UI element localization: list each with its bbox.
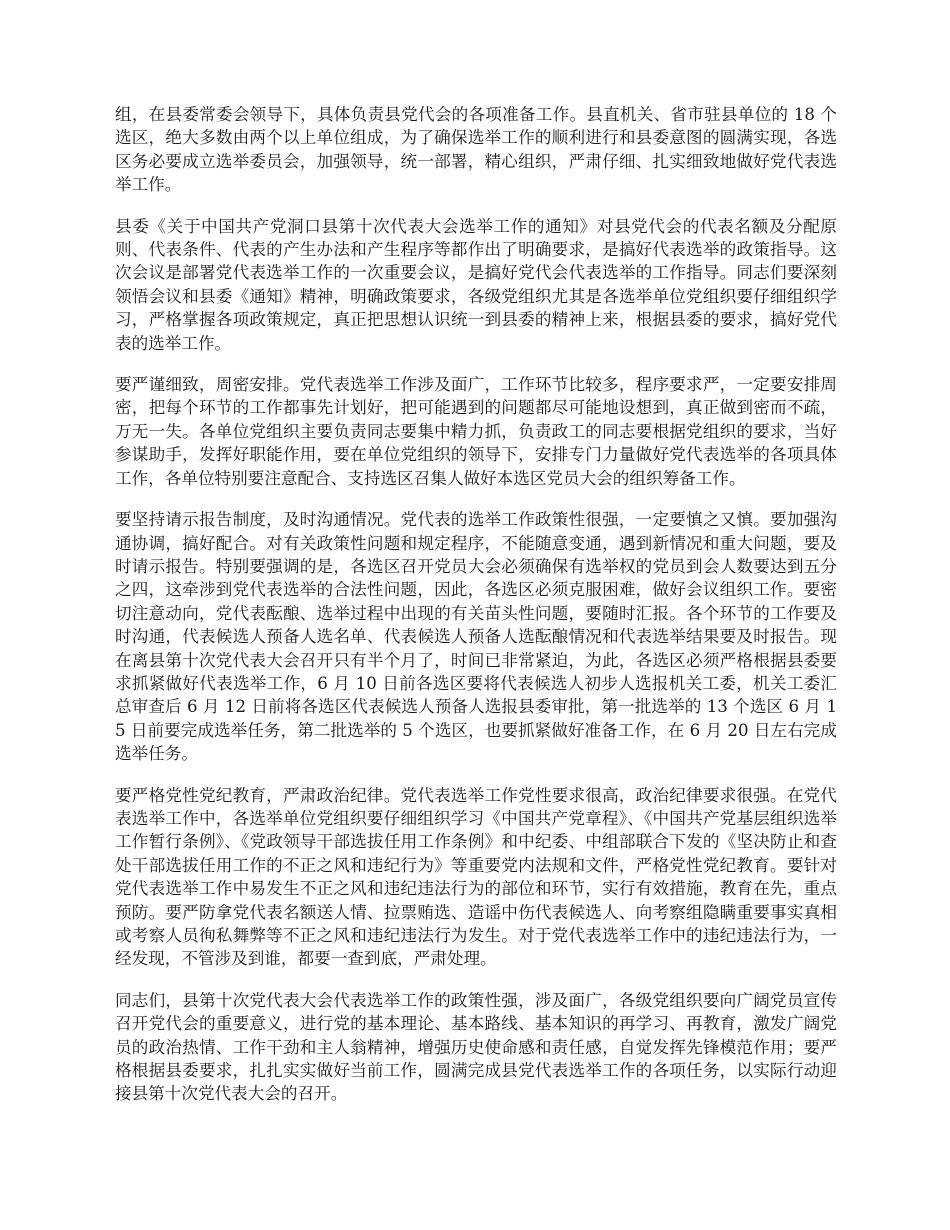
paragraph-4: 要坚持请示报告制度，及时沟通情况。党代表的选举工作政策性很强，一定要慎之又慎。要加强沟通协调，搞好配合。对有关政策性问题和规定程序，不能随意变通，遇到新情况和重大问题，要及时请示报告。特别要强调的是，各选区召开党员大会必须确保有选举权的党员到会人数要达到五分之四，这牵涉到党代表选举的合法性问题，因此，各选区必须克服困难，做好会议组织工作。要密切注意动向，党代表酝酿、选举过程中出现的有关苗头性问题，要随时汇报。各个环节的工作要及时沟通，代表候选人预备人选名单、代表候选人预备人选酝酿情况和代表选举结果要及时报告。现在离县第十次党代表大会召开只有半个月了，时间已非常紧迫，为此，各选区必须严格根据县委要求抓紧做好代表选举工作，6 月 10 日前各选区要将代表候选人初步人选报机关工委，机关工委汇总审查后 6 月 12 日前将各选区代表候选人预备人选报县委审批，第一批选举的 13 个选区 6 月 15 日前要完成选举任务，第二批选举的 5 个选区，也要抓紧做好准备工作，在 6 月 20 日左右完成选举任务。 bbox=[115, 510, 837, 764]
paragraph-3: 要严谨细致，周密安排。党代表选举工作涉及面广，工作环节比较多，程序要求严，一定要安排周密，把每个环节的工作都事先计划好，把可能遇到的问题都尽可能地设想到，真正做到密而不疏，万无一失。各单位党组织主要负责同志要集中精力抓，负责政工的同志要根据党组织的要求，当好参谋助手，发挥好职能作用，要在单位党组织的领导下，安排专门力量做好党代表选举的各项具体工作，各单位特别要注意配合、支持选区召集人做好本选区党员大会的组织筹备工作。 bbox=[115, 375, 837, 488]
paragraph-5: 要严格党性党纪教育，严肃政治纪律。党代表选举工作党性要求很高，政治纪律要求很强。在党代表选举工作中，各选举单位党组织要仔细组织学习《中国共产党章程》、《中国共产党基层组织选举工作暂行条例》、《党政领导干部选拔任用工作条例》和中纪委、中组部联合下发的《坚决防止和查处干部选拔任用工作的不正之风和违纪行为》等重要党内法规和文件，严格党性党纪教育。要针对党代表选举工作中易发生不正之风和违纪违法行为的部位和环节，实行有效措施，教育在先，重点预防。要严防拿党代表名额送人情、拉票贿选、造谣中伤代表候选人、向考察组隐瞒重要事实真相或考察人员徇私舞弊等不正之风和违纪违法行为发生。对于党代表选举工作中的违纪违法行为，一经发现，不管涉及到谁，都要一查到底，严肃处理。 bbox=[115, 785, 837, 969]
document-body bbox=[115, 103, 837, 1124]
paragraph-6: 同志们，县第十次党代表大会代表选举工作的政策性强，涉及面广，各级党组织要向广阔党员宣传召开党代会的重要意义，进行党的基本理论、基本路线、基本知识的再学习、再教育，激发广阔党员的政治热情、工作干劲和主人翁精神，增强历史使命感和责任感，自觉发挥先锋模范作用；要严格根据县委要求，扎扎实实做好当前工作，圆满完成县党代表选举工作的各项任务，以实际行动迎接县第十次党代表大会的召开。 bbox=[115, 990, 837, 1104]
paragraph-2: 县委《关于中国共产党洞口县第十次代表大会选举工作的通知》对县党代会的代表名额及分配原则、代表条件、代表的产生办法和产生程序等都作出了明确要求，是搞好代表选举的政策指导。这次会议是部署党代表选举工作的一次重要会议，是搞好党代会代表选举的工作指导。同志们要深刻领悟会议和县委《通知》精神，明确政策要求，各级党组织尤其是各选举单位党组织要仔细组织学习，严格掌握各项政策规定，真正把思想认识统一到县委的精神上来，根据县委的要求，搞好党代表的选举工作。 bbox=[115, 216, 837, 353]
paragraph-1: 组，在县委常委会领导下，具体负责县党代会的各项准备工作。县直机关、省市驻县单位的 18 个选区，绝大多数由两个以上单位组成，为了确保选举工作的顺利进行和县委意图的圆满实现，各选区务必要成立选举委员会，加强领导，统一部署，精心组织，严肃仔细、扎实细致地做好党代表选举工作。 bbox=[115, 105, 837, 195]
